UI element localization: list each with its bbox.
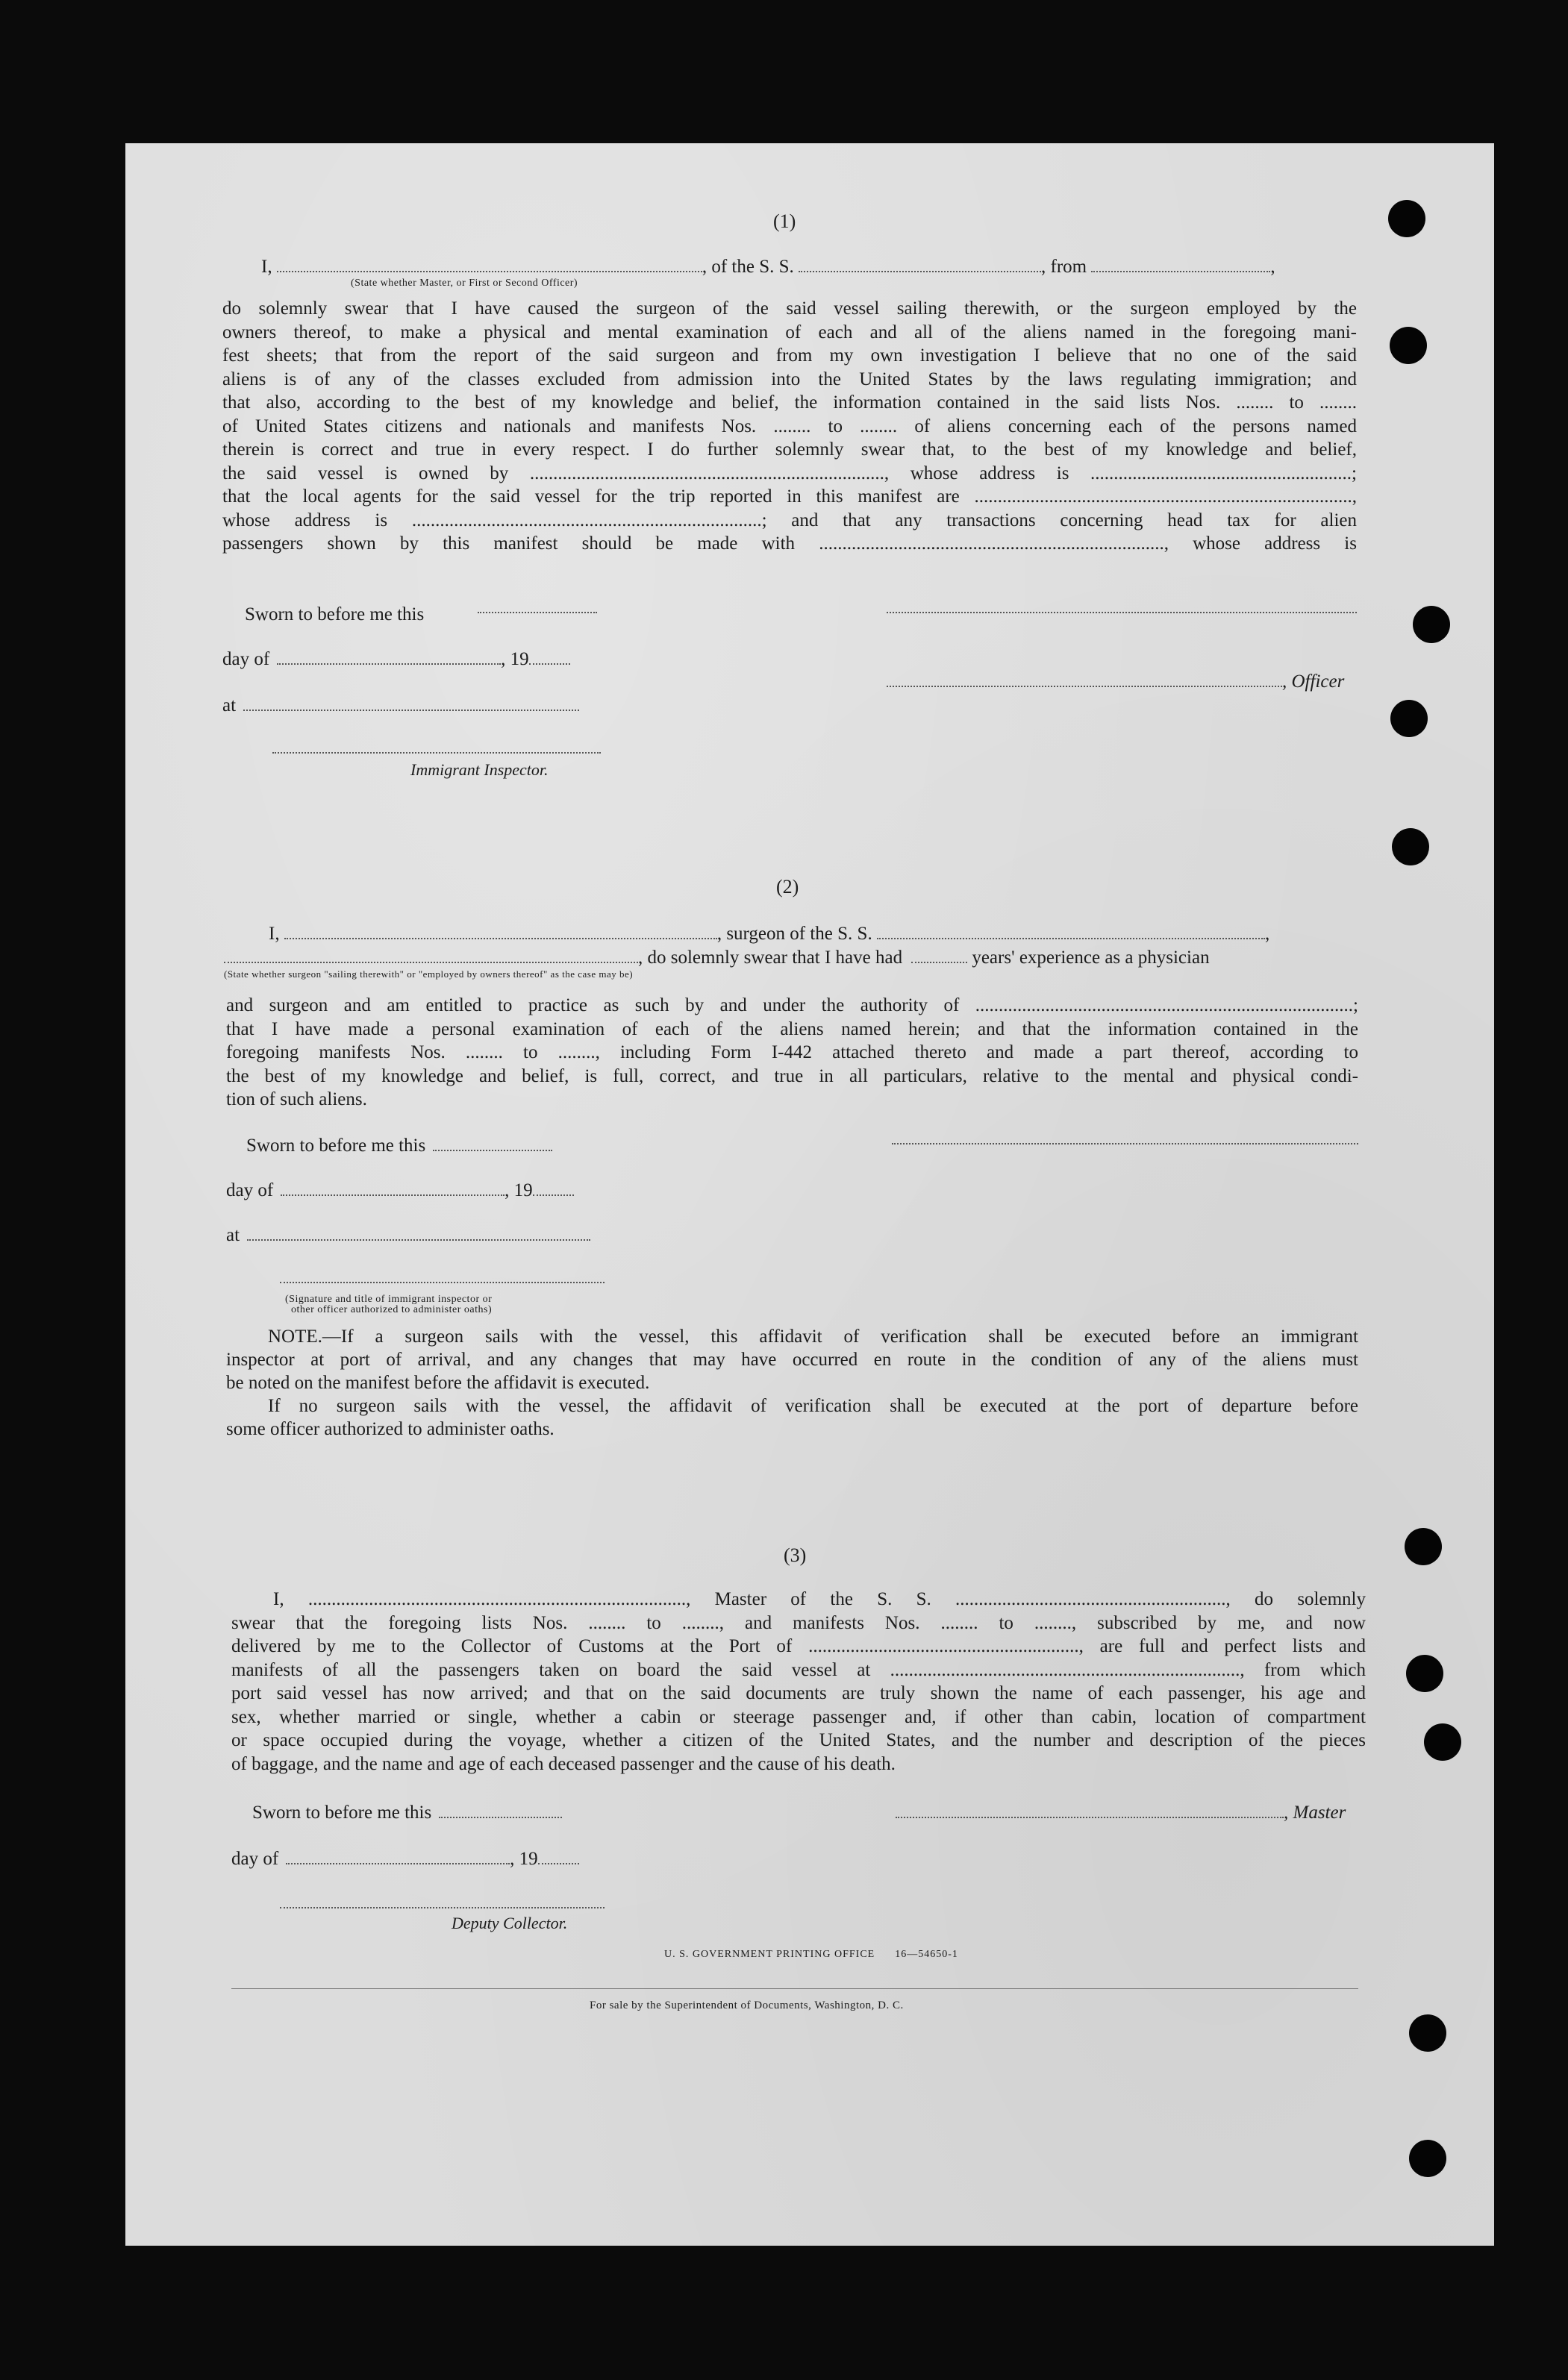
collector-signature-line [280, 1907, 605, 1908]
officer-note: (State whether Master, or First or Second Officer) [351, 278, 578, 289]
paragraph-line: of United States citizens and nationals and manifests Nos. ........ to ........ of aliens concerning each of the persons named [222, 416, 1357, 436]
punch-hole [1413, 606, 1450, 643]
inspector-signature-line [272, 752, 601, 754]
paragraph-line: port said vessel has now arrived; and that on the said documents are truly shown the name of each passenger, his age and [231, 1683, 1366, 1703]
surgeon-line: I, , surgeon of the S. S. , [269, 924, 1270, 944]
punch-hole [1388, 200, 1425, 237]
paragraph-line: therein is correct and true in every respect. I do further solemnly swear that, to the best of my knowledge and belief, [222, 439, 1357, 460]
sworn-label: Sworn to before me this [252, 1801, 562, 1824]
surgeon-signature-line [892, 1143, 1358, 1144]
surgeon-note: (State whether surgeon "sailing therewith" or "employed by owners thereof" as the case may be) [224, 968, 634, 980]
signature-note: other officer authorized to administer oaths) [291, 1304, 493, 1315]
paragraph-line: of baggage, and the name and age of each deceased passenger and the cause of his death. [231, 1753, 896, 1774]
paragraph-line: the said vessel is owned by ............................................................................, whose address is ........................................................; [222, 463, 1357, 483]
paragraph-line: owners thereof, to make a physical and mental examination of each and all of the aliens named in the foregoing mani- [222, 322, 1357, 342]
punch-hole [1405, 1528, 1442, 1565]
footer-rule [231, 1988, 1358, 1989]
signature-line [478, 612, 597, 613]
punch-hole [1392, 828, 1429, 865]
paragraph-line: I, ................................................................................., Master of the S. S. .........................................................., do solemnly [273, 1589, 1366, 1609]
paragraph-line: that I have made a personal examination of each of the aliens named herein; and that the information contained in the [226, 1018, 1358, 1039]
section-number: (1) [773, 210, 796, 232]
paragraph-line: fest sheets; that from the report of the said surgeon and from my own investigation I believe that no one of the said [222, 345, 1357, 366]
paragraph-line: whose address is ...........................................................................; and that any transactions concerning head tax for alien [222, 510, 1357, 530]
section-number: (2) [776, 876, 799, 898]
punch-hole [1390, 327, 1427, 364]
officer-label: , Officer [887, 670, 1344, 693]
paragraph-line: that also, according to the best of my knowledge and belief, the information contained in the said lists Nos. ........ to ........ [222, 392, 1357, 413]
surgeon-swear-line: , do solemnly swear that I have had years' experience as a physician [224, 946, 1210, 969]
paragraph-line: passengers shown by this manifest should be made with .........................................................................., whose address is [222, 533, 1357, 554]
paragraph-line: the best of my knowledge and belief, is full, correct, and true in all particulars, relative to the mental and physical condi- [226, 1065, 1358, 1086]
inspector-signature-line [280, 1282, 605, 1283]
paragraph-line: or space occupied during the voyage, whether a citizen of the United States, and the number and description of the pieces [231, 1730, 1366, 1750]
master-label: , Master [896, 1801, 1346, 1824]
paragraph-line: manifests of all the passengers taken on board the said vessel at ..........................................................................., from which [231, 1659, 1366, 1680]
for-sale-note: For sale by the Superintendent of Documents, Washington, D. C. [590, 1999, 904, 2011]
at-label: at [226, 1224, 590, 1247]
paragraph-line: foregoing manifests Nos. ........ to ........, including Form I-442 attached thereto and made a part thereof, according to [226, 1042, 1358, 1062]
deputy-label: Deputy Collector. [452, 1914, 568, 1932]
officer-signature-line [887, 612, 1357, 613]
section-number: (3) [784, 1544, 807, 1566]
punch-hole [1409, 2014, 1446, 2052]
paragraph-line: and surgeon and am entitled to practice as such by and under the authority of .................................................................................; [226, 995, 1358, 1015]
paragraph-line: aliens is of any of the classes excluded from admission into the United States by the laws regulating immigration; and [222, 369, 1357, 389]
punch-hole [1424, 1723, 1461, 1761]
punch-hole [1406, 1655, 1443, 1692]
day-of-label: day of , 19 [226, 1179, 574, 1202]
oath-line: I, , of the S. S. , from , [261, 257, 1275, 277]
paragraph-line: some officer authorized to administer oaths. [226, 1419, 555, 1439]
paragraph-line: inspector at port of arrival, and any changes that may have occurred en route in the condition of any of the aliens must [226, 1350, 1358, 1370]
paragraph-line: be noted on the manifest before the affidavit is executed. [226, 1373, 650, 1393]
paragraph-line: delivered by me to the Collector of Customs at the Port of .........................................................., are full and perfect lists and [231, 1636, 1366, 1656]
inspector-label: Immigrant Inspector. [410, 760, 549, 779]
paragraph-line: tion of such aliens. [226, 1089, 367, 1109]
punch-hole [1390, 700, 1428, 737]
sworn-label: Sworn to before me this [246, 1134, 552, 1157]
paragraph-line: do solemnly swear that I have caused the surgeon of the said vessel sailing therewith, or the surgeon employed by the [222, 298, 1357, 319]
signature-note: (Signature and title of immigrant inspector or [285, 1294, 493, 1305]
paragraph-line: If no surgeon sails with the vessel, the affidavit of verification shall be executed at the port of departure before [268, 1396, 1358, 1416]
paragraph-line: sex, whether married or single, whether a cabin or steerage passenger and, if other than cabin, location of compartment [231, 1706, 1366, 1727]
paragraph-line: that the local agents for the said vessel for the trip reported in this manifest are ................................................................................., [222, 486, 1357, 507]
paragraph-line: swear that the foregoing lists Nos. ........ to ........, and manifests Nos. ........ to ........, subscribed by me, and now [231, 1612, 1366, 1633]
paragraph-line: NOTE.—If a surgeon sails with the vessel, this affidavit of verification shall be executed before an immigrant [268, 1327, 1358, 1347]
punch-hole [1409, 2140, 1446, 2177]
day-of-label: day of , 19 [231, 1847, 579, 1870]
at-label: at [222, 694, 579, 717]
sworn-label: Sworn to before me this [245, 604, 425, 624]
day-of-label: day of , 19 [222, 648, 570, 671]
printing-office: U. S. GOVERNMENT PRINTING OFFICE 16—54650-1 [664, 1949, 958, 1960]
